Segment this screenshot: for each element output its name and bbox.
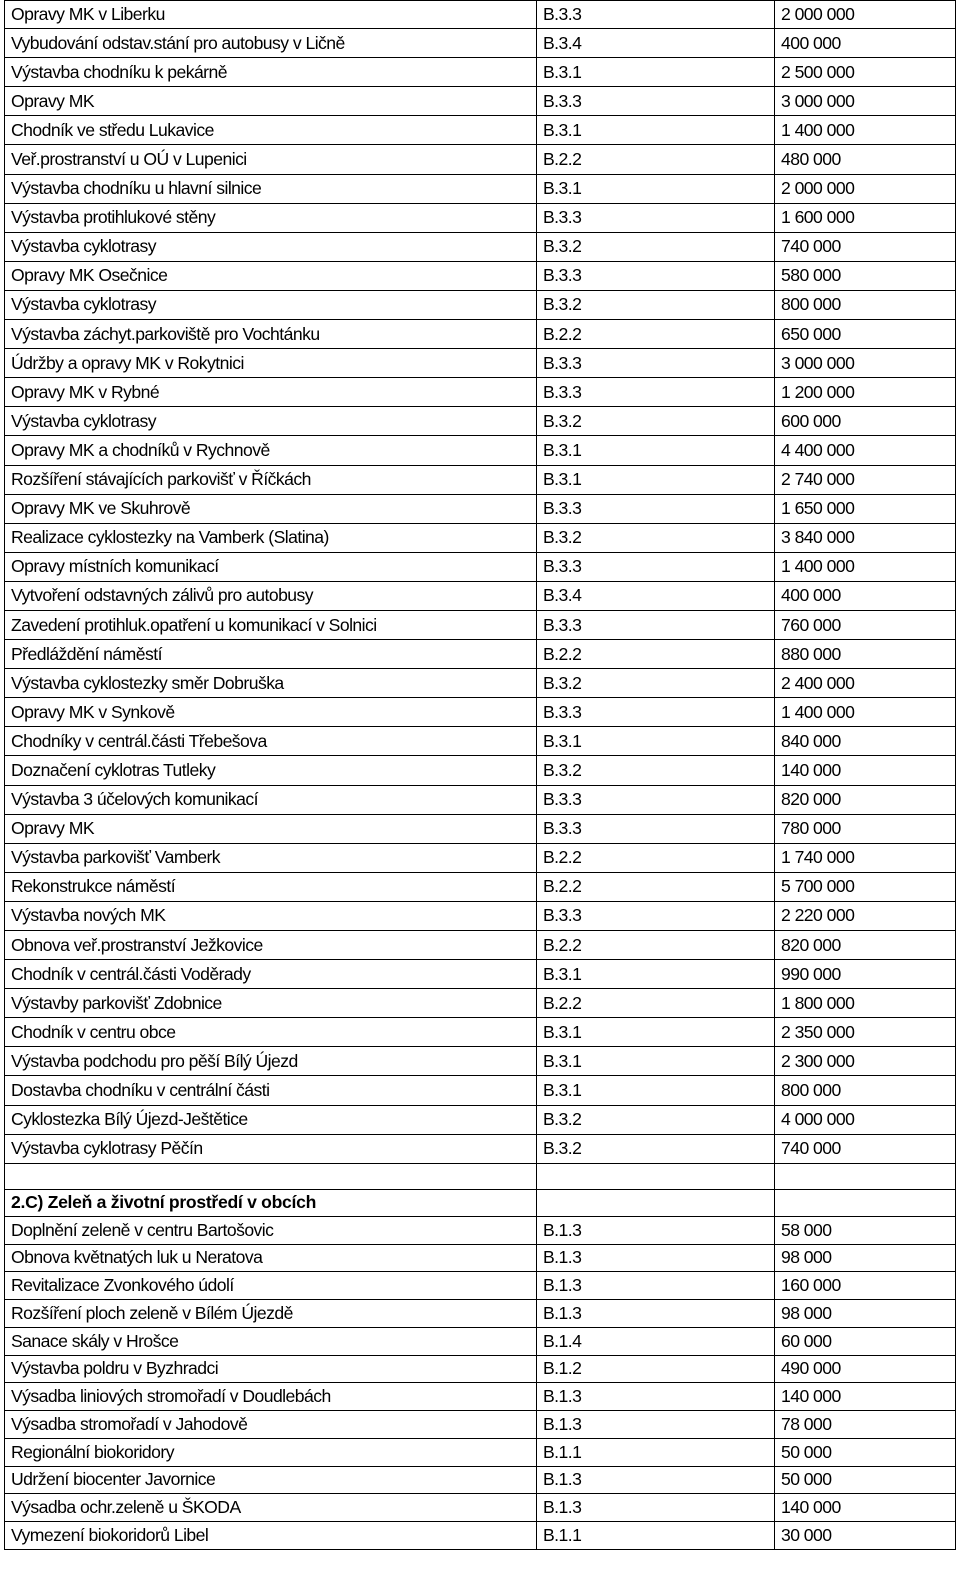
measure-code-cell: B.2.2 [537, 320, 775, 348]
amount-cell: 3 000 000 [775, 87, 956, 115]
amount-cell: 1 600 000 [775, 204, 956, 232]
measure-code-cell: B.1.3 [537, 1217, 775, 1244]
project-name-cell [4, 1164, 537, 1189]
amount-cell [775, 1190, 956, 1216]
table-row [4, 1245, 956, 1273]
project-name-cell: Opravy MK v Synkově [4, 698, 537, 726]
amount-cell: 140 000 [775, 1383, 956, 1410]
measure-code-cell: B.3.3 [537, 349, 775, 377]
table-row [4, 233, 956, 262]
table-row [4, 145, 956, 174]
amount-cell: 2 220 000 [775, 902, 956, 930]
measure-code-cell: B.3.2 [537, 756, 775, 784]
measure-code-cell: B.3.2 [537, 291, 775, 319]
table-row [4, 844, 956, 873]
project-name-cell: Opravy MK v Rybné [4, 378, 537, 406]
project-name-cell: Revitalizace Zvonkového údolí [4, 1272, 537, 1299]
measure-code-cell: B.3.3 [537, 378, 775, 406]
amount-cell: 160 000 [775, 1272, 956, 1299]
table-row [4, 436, 956, 465]
amount-cell: 400 000 [775, 582, 956, 610]
amount-cell: 740 000 [775, 1135, 956, 1163]
project-name-cell: Předláždění náměstí [4, 640, 537, 668]
table-row [4, 262, 956, 291]
project-name-cell: Cyklostezka Bílý Újezd-Ještětice [4, 1106, 537, 1134]
amount-cell: 840 000 [775, 727, 956, 755]
project-name-cell: Vybudování odstav.stání pro autobusy v Ličně [4, 29, 537, 57]
project-name-cell: Chodník ve středu Lukavice [4, 116, 537, 144]
table-row [4, 1356, 956, 1384]
measure-code-cell: B.3.1 [537, 175, 775, 203]
amount-cell: 140 000 [775, 1494, 956, 1521]
measure-code-cell: B.3.3 [537, 1, 775, 28]
table-row [4, 582, 956, 611]
table-row [4, 815, 956, 844]
project-name-cell: Opravy MK [4, 815, 537, 843]
project-name-cell: Rozšíření ploch zeleně v Bílém Újezdě [4, 1300, 537, 1327]
project-name-cell: Opravy MK v Liberku [4, 1, 537, 28]
project-table [4, 0, 956, 1550]
amount-cell: 50 000 [775, 1467, 956, 1494]
table-row [4, 931, 956, 960]
amount-cell: 2 350 000 [775, 1018, 956, 1046]
amount-cell: 780 000 [775, 815, 956, 843]
table-row [4, 1467, 956, 1495]
project-name-cell: Chodník v centrál.části Voděrady [4, 960, 537, 988]
amount-cell: 5 700 000 [775, 873, 956, 901]
project-name-cell: 2.C) Zeleň a životní prostředí v obcích [4, 1190, 537, 1216]
measure-code-cell: B.3.2 [537, 407, 775, 435]
table-row [4, 873, 956, 902]
measure-code-cell: B.2.2 [537, 640, 775, 668]
table-row [4, 727, 956, 756]
project-name-cell: Výstavba cyklotrasy [4, 407, 537, 435]
project-name-cell: Chodník v centru obce [4, 1018, 537, 1046]
measure-code-cell: B.3.3 [537, 902, 775, 930]
table-row [4, 1300, 956, 1328]
project-name-cell: Rozšíření stávajících parkovišť v Říčkách [4, 466, 537, 494]
measure-code-cell: B.1.2 [537, 1356, 775, 1383]
project-name-cell: Výstavba cyklotrasy Pěčín [4, 1135, 537, 1163]
project-name-cell: Výstavba podchodu pro pěší Bílý Újezd [4, 1047, 537, 1075]
measure-code-cell: B.3.4 [537, 582, 775, 610]
measure-code-cell: B.1.3 [537, 1300, 775, 1327]
table-row [4, 1522, 956, 1550]
amount-cell: 2 000 000 [775, 175, 956, 203]
project-name-cell: Výstavba cyklotrasy [4, 291, 537, 319]
table-row [4, 611, 956, 640]
table-row [4, 175, 956, 204]
measure-code-cell: B.2.2 [537, 873, 775, 901]
amount-cell: 740 000 [775, 233, 956, 261]
measure-code-cell: B.1.1 [537, 1522, 775, 1549]
measure-code-cell: B.3.4 [537, 29, 775, 57]
project-name-cell: Výstavba chodníku u hlavní silnice [4, 175, 537, 203]
section-header-row [4, 1190, 956, 1217]
measure-code-cell: B.2.2 [537, 844, 775, 872]
measure-code-cell: B.3.1 [537, 116, 775, 144]
amount-cell: 800 000 [775, 1076, 956, 1104]
table-row [4, 1272, 956, 1300]
project-name-cell: Regionální biokoridory [4, 1439, 537, 1466]
amount-cell: 800 000 [775, 291, 956, 319]
amount-cell: 3 000 000 [775, 349, 956, 377]
table-row [4, 786, 956, 815]
project-name-cell: Chodníky v centrál.části Třebešova [4, 727, 537, 755]
amount-cell: 1 400 000 [775, 698, 956, 726]
amount-cell: 600 000 [775, 407, 956, 435]
amount-cell: 490 000 [775, 1356, 956, 1383]
project-name-cell: Zavedení protihluk.opatření u komunikací v Solnici [4, 611, 537, 639]
amount-cell: 760 000 [775, 611, 956, 639]
measure-code-cell: B.3.3 [537, 495, 775, 523]
measure-code-cell: B.3.3 [537, 87, 775, 115]
measure-code-cell: B.3.3 [537, 262, 775, 290]
table-row [4, 320, 956, 349]
measure-code-cell: B.1.3 [537, 1411, 775, 1438]
amount-cell: 140 000 [775, 756, 956, 784]
measure-code-cell: B.1.3 [537, 1272, 775, 1299]
amount-cell: 2 740 000 [775, 466, 956, 494]
table-row [4, 1135, 956, 1164]
amount-cell: 1 200 000 [775, 378, 956, 406]
table-row [4, 524, 956, 553]
project-name-cell: Výstavba záchyt.parkoviště pro Vochtánku [4, 320, 537, 348]
table-row [4, 116, 956, 145]
project-name-cell: Vymezení biokoridorů Libel [4, 1522, 537, 1549]
project-name-cell: Opravy MK ve Skuhrově [4, 495, 537, 523]
measure-code-cell: B.2.2 [537, 989, 775, 1017]
table-row [4, 1494, 956, 1522]
measure-code-cell: B.3.2 [537, 524, 775, 552]
amount-cell: 4 000 000 [775, 1106, 956, 1134]
amount-cell: 990 000 [775, 960, 956, 988]
amount-cell: 2 500 000 [775, 58, 956, 86]
measure-code-cell: B.3.2 [537, 1106, 775, 1134]
project-name-cell: Výstavba protihlukové stěny [4, 204, 537, 232]
amount-cell: 58 000 [775, 1217, 956, 1244]
measure-code-cell [537, 1190, 775, 1216]
measure-code-cell: B.1.4 [537, 1328, 775, 1355]
spacer-row [4, 1164, 956, 1190]
amount-cell: 2 000 000 [775, 1, 956, 28]
project-name-cell: Opravy MK Osečnice [4, 262, 537, 290]
project-name-cell: Výstavby parkovišť Zdobnice [4, 989, 537, 1017]
amount-cell: 98 000 [775, 1245, 956, 1272]
table-row [4, 1076, 956, 1105]
table-row [4, 1018, 956, 1047]
project-name-cell: Výsadba ochr.zeleně u ŠKODA [4, 1494, 537, 1521]
measure-code-cell: B.3.2 [537, 669, 775, 697]
project-name-cell: Rekonstrukce náměstí [4, 873, 537, 901]
project-name-cell: Sanace skály v Hrošce [4, 1328, 537, 1355]
measure-code-cell: B.3.1 [537, 727, 775, 755]
table-row [4, 29, 956, 58]
project-name-cell: Udržení biocenter Javornice [4, 1467, 537, 1494]
measure-code-cell: B.3.2 [537, 233, 775, 261]
amount-cell: 78 000 [775, 1411, 956, 1438]
table-row [4, 58, 956, 87]
project-name-cell: Údržby a opravy MK v Rokytnici [4, 349, 537, 377]
amount-cell: 98 000 [775, 1300, 956, 1327]
project-name-cell: Opravy MK a chodníků v Rychnově [4, 436, 537, 464]
project-name-cell: Veř.prostranství u OÚ v Lupenici [4, 145, 537, 173]
table-row [4, 553, 956, 582]
amount-cell: 820 000 [775, 931, 956, 959]
amount-cell: 2 400 000 [775, 669, 956, 697]
table-row [4, 349, 956, 378]
table-row [4, 902, 956, 931]
table-row [4, 291, 956, 320]
project-name-cell: Dostavba chodníku v centrální části [4, 1076, 537, 1104]
table-row [4, 1106, 956, 1135]
amount-cell [775, 1164, 956, 1189]
project-name-cell: Výstavba cyklotrasy [4, 233, 537, 261]
project-name-cell: Výsadba liniových stromořadí v Doudlebách [4, 1383, 537, 1410]
table-row [4, 1047, 956, 1076]
table-row [4, 1439, 956, 1467]
measure-code-cell: B.1.3 [537, 1467, 775, 1494]
amount-cell: 650 000 [775, 320, 956, 348]
measure-code-cell: B.3.1 [537, 1047, 775, 1075]
table-row [4, 698, 956, 727]
measure-code-cell: B.2.2 [537, 145, 775, 173]
amount-cell: 400 000 [775, 29, 956, 57]
table-row [4, 669, 956, 698]
table-row [4, 960, 956, 989]
table-row [4, 1217, 956, 1245]
project-name-cell: Opravy MK [4, 87, 537, 115]
amount-cell: 2 300 000 [775, 1047, 956, 1075]
project-name-cell: Výstavba poldru v Byzhradci [4, 1356, 537, 1383]
table-row [4, 495, 956, 524]
measure-code-cell: B.3.3 [537, 786, 775, 814]
measure-code-cell: B.3.3 [537, 815, 775, 843]
table-row [4, 378, 956, 407]
measure-code-cell [537, 1164, 775, 1189]
project-name-cell: Výstavba nových MK [4, 902, 537, 930]
measure-code-cell: B.2.2 [537, 931, 775, 959]
table-row [4, 87, 956, 116]
project-name-cell: Výstavba chodníku k pekárně [4, 58, 537, 86]
project-name-cell: Výstavba parkovišť Vamberk [4, 844, 537, 872]
project-name-cell: Opravy místních komunikací [4, 553, 537, 581]
project-name-cell: Doplnění zeleně v centru Bartošovic [4, 1217, 537, 1244]
measure-code-cell: B.3.3 [537, 611, 775, 639]
amount-cell: 4 400 000 [775, 436, 956, 464]
table-row [4, 1411, 956, 1439]
amount-cell: 1 400 000 [775, 553, 956, 581]
amount-cell: 60 000 [775, 1328, 956, 1355]
table-row [4, 989, 956, 1018]
amount-cell: 480 000 [775, 145, 956, 173]
amount-cell: 1 740 000 [775, 844, 956, 872]
project-name-cell: Výstavba cyklostezky směr Dobruška [4, 669, 537, 697]
measure-code-cell: B.3.3 [537, 204, 775, 232]
project-name-cell: Realizace cyklostezky na Vamberk (Slatina) [4, 524, 537, 552]
project-name-cell: Výstavba 3 účelových komunikací [4, 786, 537, 814]
measure-code-cell: B.3.1 [537, 1018, 775, 1046]
measure-code-cell: B.3.1 [537, 58, 775, 86]
amount-cell: 50 000 [775, 1439, 956, 1466]
measure-code-cell: B.1.3 [537, 1245, 775, 1272]
measure-code-cell: B.1.3 [537, 1494, 775, 1521]
table-row [4, 204, 956, 233]
amount-cell: 3 840 000 [775, 524, 956, 552]
amount-cell: 30 000 [775, 1522, 956, 1549]
amount-cell: 880 000 [775, 640, 956, 668]
project-name-cell: Vytvoření odstavných zálivů pro autobusy [4, 582, 537, 610]
table-row [4, 756, 956, 785]
project-name-cell: Výsadba stromořadí v Jahodově [4, 1411, 537, 1438]
measure-code-cell: B.1.3 [537, 1383, 775, 1410]
project-name-cell: Obnova veř.prostranství Ježkovice [4, 931, 537, 959]
amount-cell: 1 800 000 [775, 989, 956, 1017]
table-row [4, 466, 956, 495]
table-row [4, 0, 956, 29]
project-name-cell: Doznačení cyklotras Tutleky [4, 756, 537, 784]
measure-code-cell: B.3.1 [537, 1076, 775, 1104]
table-row [4, 1328, 956, 1356]
measure-code-cell: B.1.1 [537, 1439, 775, 1466]
measure-code-cell: B.3.1 [537, 466, 775, 494]
measure-code-cell: B.3.1 [537, 436, 775, 464]
amount-cell: 1 650 000 [775, 495, 956, 523]
measure-code-cell: B.3.3 [537, 698, 775, 726]
table-row [4, 407, 956, 436]
measure-code-cell: B.3.1 [537, 960, 775, 988]
measure-code-cell: B.3.3 [537, 553, 775, 581]
measure-code-cell: B.3.2 [537, 1135, 775, 1163]
project-name-cell: Obnova květnatých luk u Neratova [4, 1245, 537, 1272]
table-row [4, 1383, 956, 1411]
amount-cell: 580 000 [775, 262, 956, 290]
amount-cell: 1 400 000 [775, 116, 956, 144]
table-row [4, 640, 956, 669]
amount-cell: 820 000 [775, 786, 956, 814]
